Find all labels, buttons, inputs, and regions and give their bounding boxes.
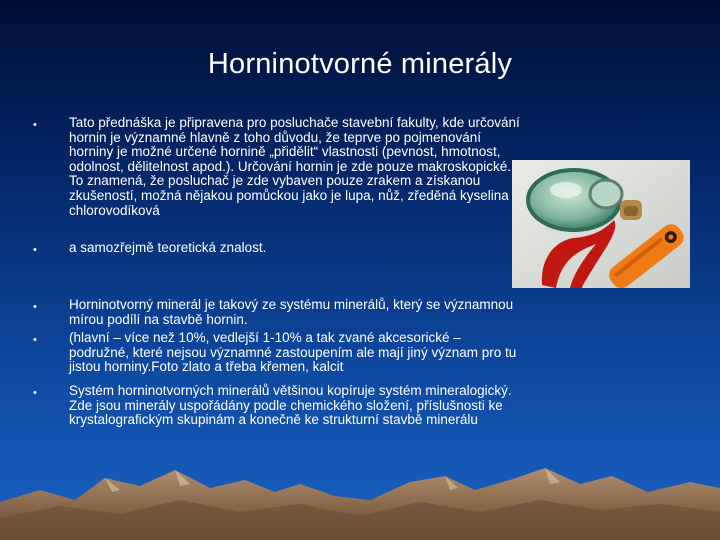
bullet-text: Tato přednáška je připravena pro posluchače stavební fakulty, kde určování hornin je významné hlavně z toho důvodu, že teprve po pojmenování horniny je možné určené hornině „přidělit“ vlastnosti (pevnost, hmotnost, odolnost, dělitelnost apod.). Určování hornin je zde pouze makroskopické. To znamená, že posluchač je zde vybaven pouze zrakem a získanou zkušeností, možná nějakou pomůckou jako je lupa, nůž, zředěná kyselina chlorovodíková	[69, 115, 520, 218]
bullet-text: Horninotvorný minerál je takový ze systému minerálů, který se významnou mírou podílí na stavbě hornin.	[69, 297, 514, 327]
bullet-marker: •	[33, 301, 37, 313]
bullet-text: (hlavní – více než 10%, vedlejší 1-10% a tak zvané akcesorické – podružné, které nejsou významné zastoupením ale mají jiný význam pro tu jistou horniny.Foto zlato a třeba křemen, kalcit	[69, 330, 517, 375]
magnifying-glass-photo	[512, 160, 690, 288]
bullet-marker: •	[33, 387, 37, 399]
bullet-marker: •	[33, 244, 37, 256]
bullet-marker: •	[33, 334, 37, 346]
slide-title-text: Horninotvorné minerály	[207, 48, 513, 80]
mountain-range	[0, 440, 720, 540]
bullet-text: Systém horninotvorných minerálů většinou kopíruje systém mineralogický. Zde jsou minerály uspořádány podle chemického složení, příslušnosti ke krystalografickým skupinám a konečně ke strukturní stavbě minerálu	[69, 383, 512, 428]
bullet-marker: •	[33, 119, 37, 131]
bullet-text: a samozřejmě teoretická znalost.	[69, 240, 267, 255]
